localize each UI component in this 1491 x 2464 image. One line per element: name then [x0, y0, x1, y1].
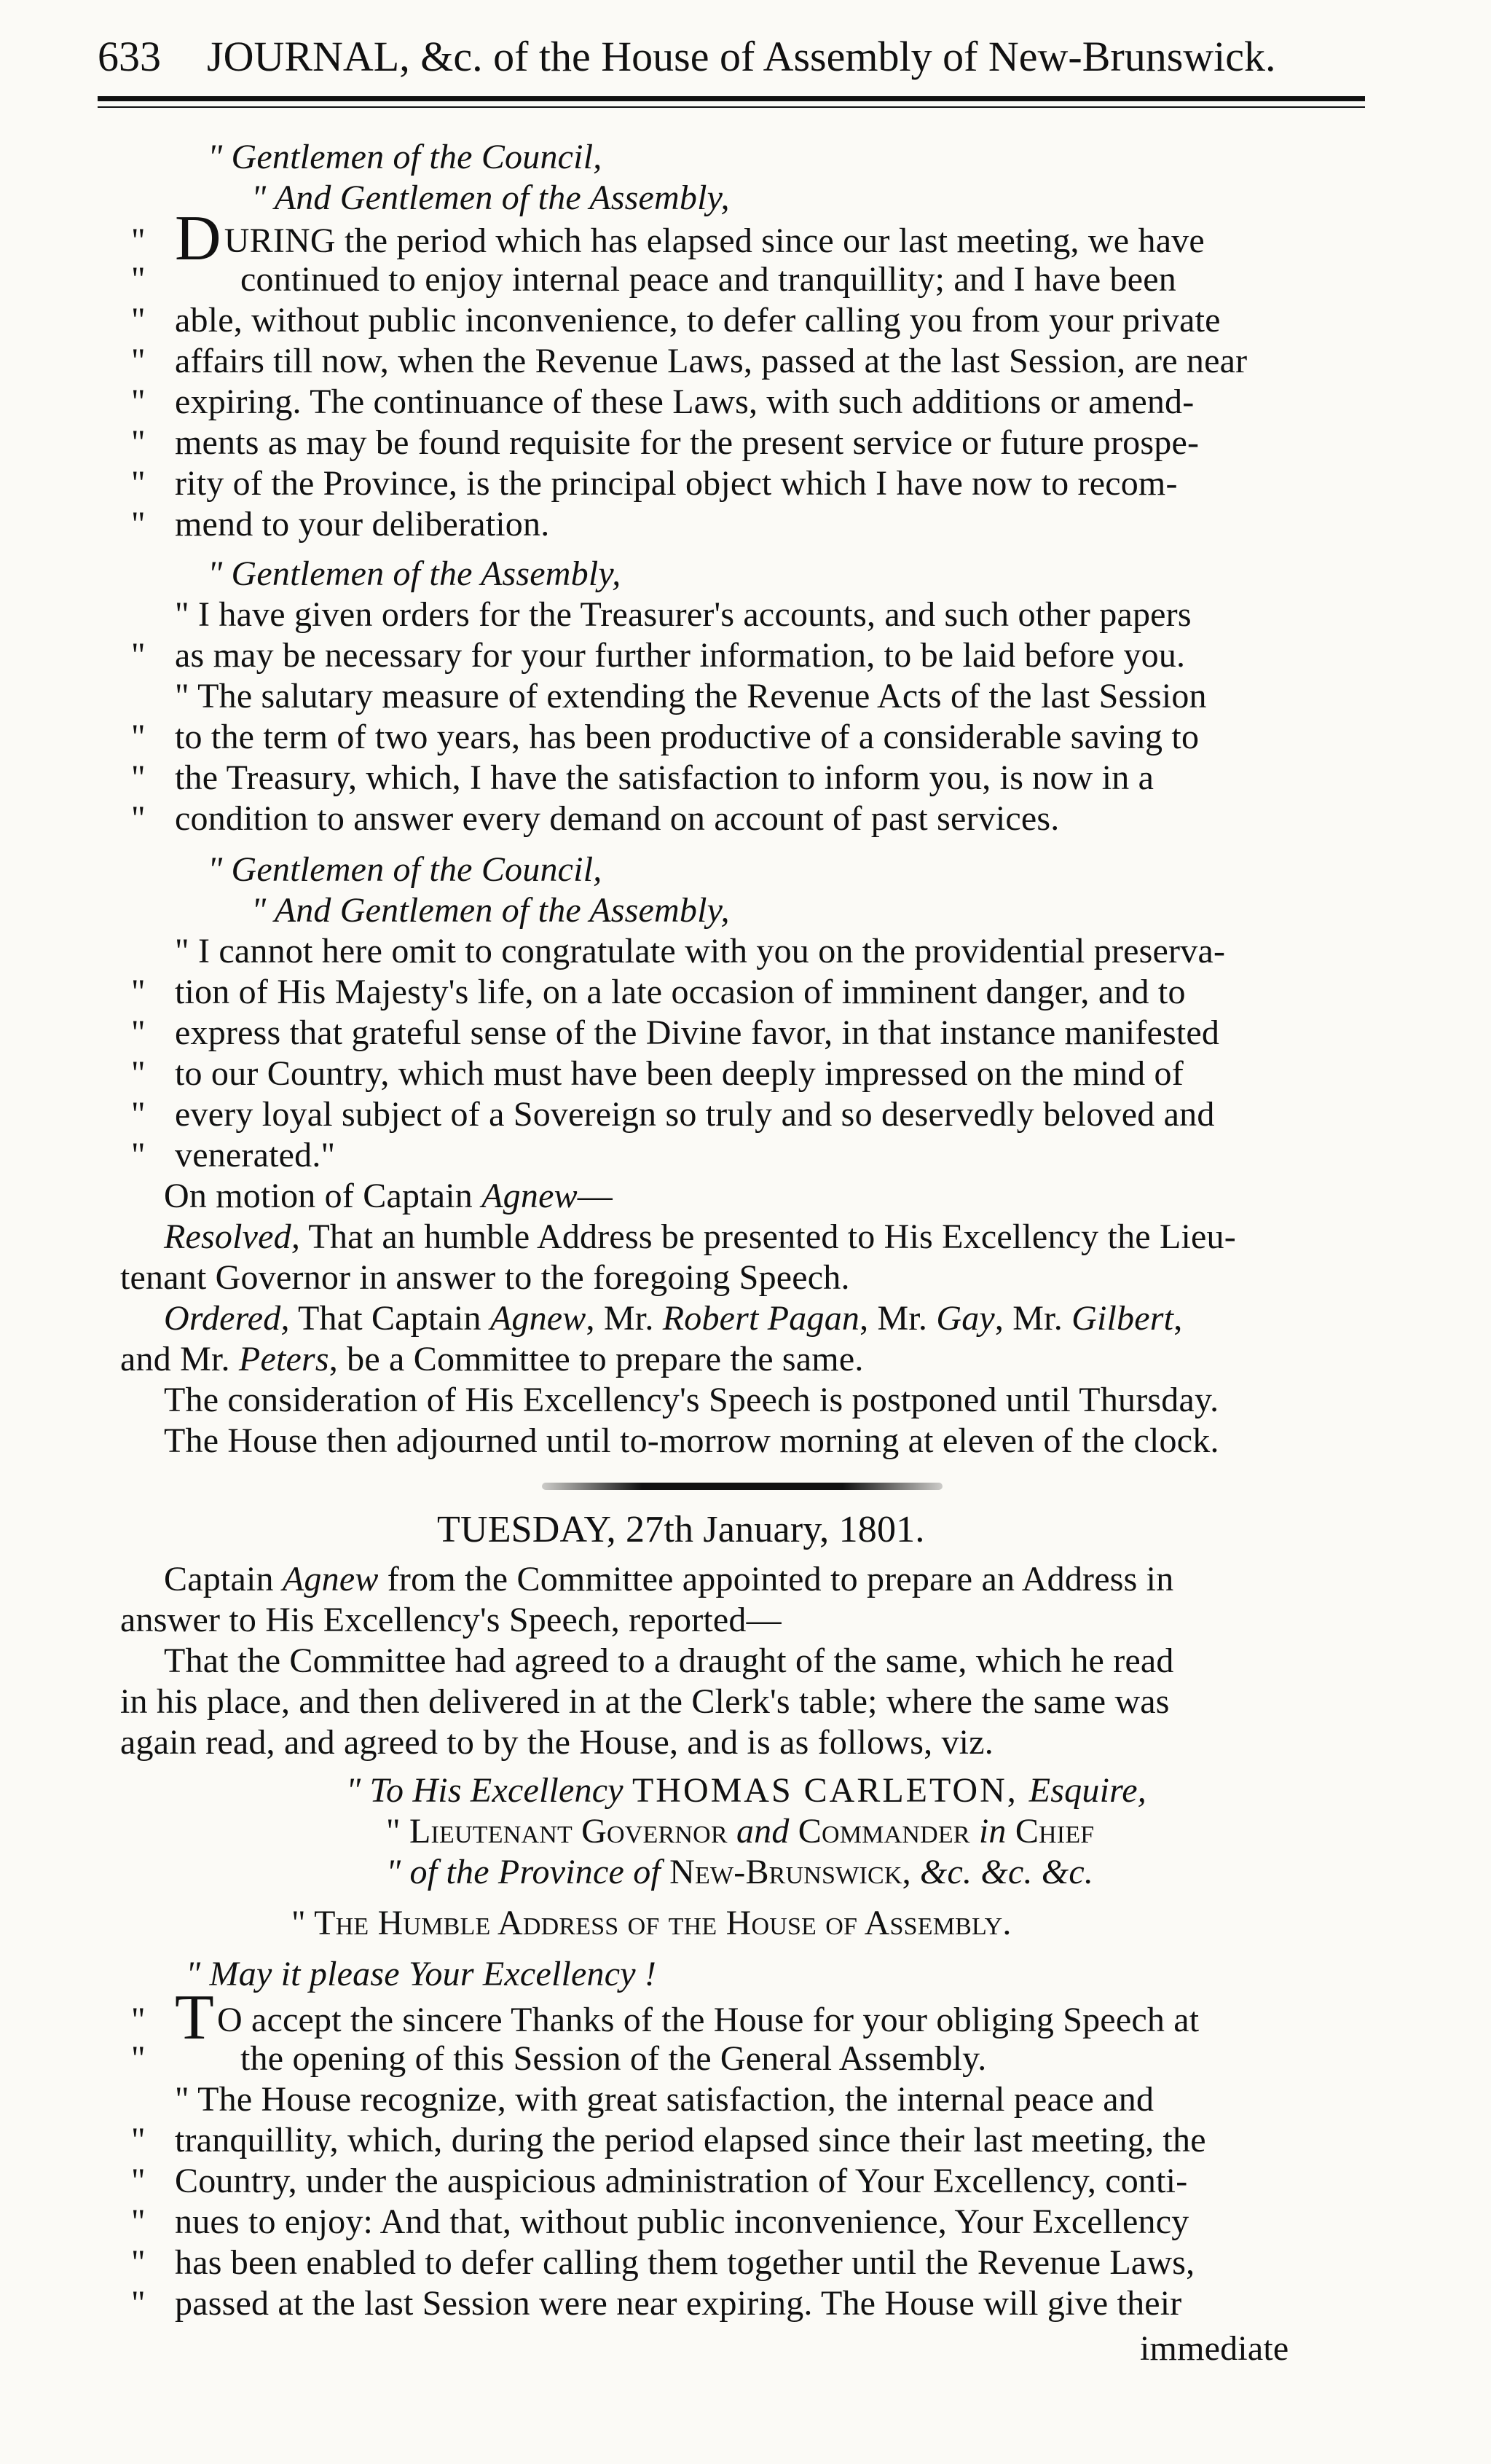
adjourn-line: The House then adjourned until to-morrow morning at eleven of the clock. [164, 1421, 1219, 1460]
speech-line: " mend to your deliberation. [131, 505, 550, 544]
speech-line: " The salutary measure of extending the Revenue Acts of the last Session [175, 677, 1207, 715]
address-line: " Country, under the auspicious administration of Your Excellency, conti- [131, 2162, 1188, 2200]
speech-line: " able, without public inconvenience, to defer calling you from your private [131, 301, 1221, 340]
speech-line: " express that grateful sense of the Divine favor, in that instance manifested [131, 1013, 1220, 1052]
ordered-line: Ordered, That Captain Agnew, Mr. Robert Pagan, Mr. Gay, Mr. Gilbert, [164, 1299, 1183, 1338]
resolved-line: tenant Governor in answer to the foregoing Speech. [120, 1258, 850, 1297]
running-title: JOURNAL, &c. of the House of Assembly of New-Brunswick. [207, 33, 1276, 80]
drop-cap: D [175, 203, 221, 274]
address-line: " tranquillity, which, during the period elapsed since their last meeting, the [131, 2121, 1206, 2159]
speech-line: " I cannot here omit to congratulate with you on the providential preserva- [175, 932, 1226, 970]
page-number: 633 [98, 33, 161, 80]
humble-address-title: " The Humble Address of the House of Assembly. [291, 1904, 1012, 1942]
address-line: " has been enabled to defer calling them together until the Revenue Laws, [131, 2243, 1195, 2282]
day-heading: TUESDAY, 27th January, 1801. [437, 1509, 925, 1550]
drop-cap: T [175, 1982, 214, 2053]
speech-line: " every loyal subject of a Sovereign so truly and so deservedly beloved and [131, 1095, 1215, 1134]
speech-line: " expiring. The continuance of these Laws, with such additions or amend- [131, 382, 1195, 421]
report-line: again read, and agreed to by the House, and is as follows, viz. [120, 1723, 994, 1762]
address-line: " the opening of this Session of the General Assembly. [131, 2039, 987, 2078]
address-to-line: " Lieutenant Governor and Commander in Chief [386, 1812, 1095, 1851]
header-rule-thin [98, 106, 1365, 108]
report-line: answer to His Excellency's Speech, reported— [120, 1601, 782, 1639]
speech-line: " as may be necessary for your further information, to be laid before you. [131, 636, 1186, 675]
address-line: " TO accept the sincere Thanks of the House for your obliging Speech at [131, 1982, 1200, 2053]
consideration-line: The consideration of His Excellency's Speech is postponed until Thursday. [164, 1381, 1219, 1419]
speech-line: " venerated." [131, 1136, 336, 1174]
report-line: That the Committee had agreed to a draught of the same, which he read [164, 1641, 1174, 1680]
section-separator [542, 1483, 943, 1490]
salutation-council: " Gentlemen of the Council, [208, 850, 602, 889]
salutation-assembly: " And Gentlemen of the Assembly, [251, 891, 730, 930]
address-to-line: " To His Excellency THOMAS CARLETON, Esquire, [346, 1771, 1146, 1810]
may-it-please: " May it please Your Excellency ! [186, 1955, 657, 1993]
speech-line: " to the term of two years, has been productive of a considerable saving to [131, 718, 1200, 756]
speech-line: " I have given orders for the Treasurer's accounts, and such other papers [175, 595, 1192, 634]
motion-line: On motion of Captain Agnew— [164, 1177, 613, 1215]
speech-line: " tion of His Majesty's life, on a late occasion of imminent danger, and to [131, 973, 1186, 1011]
speech-line: " ments as may be found requisite for the present service or future prospe- [131, 423, 1200, 462]
speech-line: " rity of the Province, is the principal object which I have now to recom- [131, 464, 1178, 503]
salutation-assembly: " And Gentlemen of the Assembly, [251, 178, 730, 217]
address-line: " The House recognize, with great satisfaction, the internal peace and [175, 2080, 1154, 2119]
resolved-line: Resolved, That an humble Address be presented to His Excellency the Lieu- [164, 1217, 1236, 1256]
speech-line: " to our Country, which must have been deeply impressed on the mind of [131, 1054, 1184, 1093]
speech-line: " the Treasury, which, I have the satisfaction to inform you, is now in a [131, 758, 1154, 797]
salutation-council: " Gentlemen of the Council, [208, 138, 602, 176]
speech-line: " affairs till now, when the Revenue Laws, passed at the last Session, are near [131, 342, 1248, 380]
address-line: " nues to enjoy: And that, without public inconvenience, Your Excellency [131, 2202, 1189, 2241]
report-line: in his place, and then delivered in at the Clerk's table; where the same was [120, 1682, 1170, 1721]
speech-line: " DURING the period which has elapsed since our last meeting, we have [131, 203, 1205, 274]
catchword: immediate [1140, 2329, 1289, 2368]
address-to-line: " of the Province of New-Brunswick, &c. &c. &c. [386, 1853, 1094, 1891]
header-rule [98, 96, 1365, 101]
speech-line: " continued to enjoy internal peace and tranquillity; and I have been [131, 260, 1176, 299]
running-header [98, 28, 1365, 86]
speech-line: " condition to answer every demand on account of past services. [131, 799, 1060, 838]
report-line: Captain Agnew from the Committee appointed to prepare an Address in [164, 1560, 1174, 1598]
address-line: " passed at the last Session were near expiring. The House will give their [131, 2284, 1182, 2323]
salutation-assembly: " Gentlemen of the Assembly, [208, 554, 621, 593]
ordered-line: and Mr. Peters, be a Committee to prepare the same. [120, 1340, 864, 1378]
